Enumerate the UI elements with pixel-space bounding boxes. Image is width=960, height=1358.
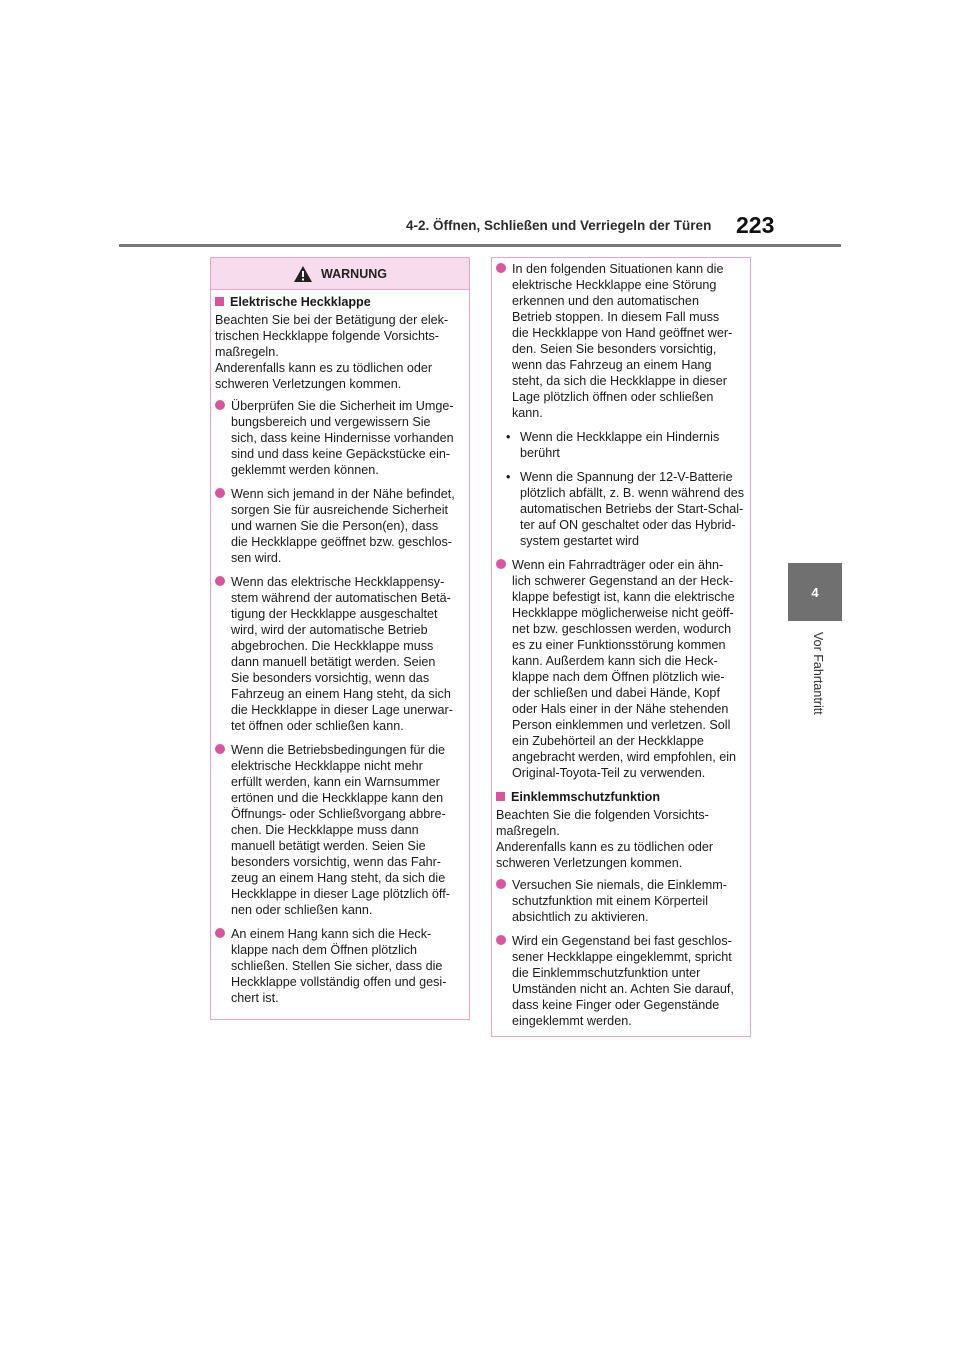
- list-item-text: Wenn ein Fahrradträger oder ein ähn- lich schwerer Gegenstand an der Heck- klappe befestigt ist, kann die elektrische Heckklappe möglicherweise nicht geöff- net bzw. geschlossen werden, wodurch es zu einer Funktionsstörung kommen kann. Außerdem kann sich die Heck- klappe nach dem Öffnen plötzlich wie- der schließen und dabei Hände, Kopf oder Hals einer in der Nähe stehenden Person einklemmen und verletzen. Soll ein Zubehörteil an der Heckklappe angebracht werden, wird empfohlen, ein Original-Toyota-Teil zu verwenden.: [512, 558, 737, 780]
- list-item-text: Wird ein Gegenstand bei fast geschlos- sener Heckklappe eingeklemmt, spricht die Einklemmschutzfunktion unter Umständen nicht an. Achten Sie darauf, dass keine Finger oder Gegenstände eingeklemmt werden.: [512, 934, 734, 1028]
- list-item-text: Wenn das elektrische Heckklappensy- stem während der automatischen Betä- tigung der Heckklappe ausgeschaltet wird, wird der automatische Betrieb abgebrochen. Die Heckklappe muss dann manuell betätigt werden. Seien Sie besonders vorsichtig, wenn das Fahrzeug an einem Hang steht, da sich die Heckklappe in dieser Lage unerwar- tet öffnen oder schließen kann.: [231, 575, 453, 733]
- dot-bullet-icon: [215, 400, 225, 410]
- dot-bullet-icon: [496, 263, 506, 273]
- intro-paragraph: Beachten Sie die folgenden Vorsichts- maßregeln. Anderenfalls kann es zu tödlichen oder schweren Verletzungen kommen.: [496, 808, 714, 870]
- section-heading: [215, 294, 463, 310]
- sub-bullet: •: [506, 430, 511, 444]
- list-item-text: Überprüfen Sie die Sicherheit im Umge- bungsbereich und vergewissern Sie sich, dass keine Hindernisse vorhanden sind und dass keine Gepäckstücke ein- geklemmt werden können.: [231, 399, 454, 477]
- sub-list-item-text: Wenn die Spannung der 12-V-Batterie plötzlich abfällt, z. B. wenn während des automatischen Betriebs der Start-Schal- ter auf ON geschaltet oder das Hybrid- system gestartet wird: [520, 470, 745, 548]
- warning-body: [211, 290, 469, 1006]
- sub-list-item-text: Wenn die Heckklappe ein Hindernis berührt: [520, 430, 720, 460]
- square-bullet-icon: [496, 792, 505, 801]
- page-number: 223: [736, 212, 775, 238]
- list-item: [496, 877, 744, 925]
- warning-triangle-icon: [293, 265, 313, 283]
- dot-bullet-icon: [215, 744, 225, 754]
- sub-bullet: •: [506, 470, 511, 484]
- dot-bullet-icon: [215, 928, 225, 938]
- dot-bullet-icon: [215, 488, 225, 498]
- list-item-text: An einem Hang kann sich die Heck- klappe nach dem Öffnen plötzlich schließen. Stellen Sie sicher, dass die Heckklappe vollständig offen und gesi- chert ist.: [231, 927, 447, 1005]
- list-item-text: Wenn sich jemand in der Nähe befindet, sorgen Sie für ausreichende Sicherheit und warnen Sie die Person(en), dass die Heckklappe geöffnet bzw. geschlos- sen wird.: [231, 487, 455, 565]
- dot-bullet-icon: [215, 576, 225, 586]
- list-item: [215, 742, 463, 918]
- heading-text: Elektrische Heckklappe: [230, 295, 371, 309]
- list-item: [496, 557, 744, 781]
- dot-bullet-icon: [496, 935, 506, 945]
- warning-label: WARNUNG: [321, 266, 387, 281]
- list-item: [215, 926, 463, 1006]
- square-bullet-icon: [215, 297, 224, 306]
- section-heading: [496, 789, 744, 805]
- section-title: 4-2. Öffnen, Schließen und Verriegeln der Türen: [406, 218, 712, 233]
- chapter-label: Vor Fahrtantritt: [811, 632, 825, 715]
- list-item: [215, 486, 463, 566]
- list-item-text: In den folgenden Situationen kann die elektrische Heckklappe eine Störung erkennen und den automatischen Betrieb stoppen. In diesem Fall muss die Heckklappe von Hand geöffnet wer- den. Seien Sie besonders vorsichtig, wenn das Fahrzeug an einem Hang steht, da sich die Heckklappe in dieser Lage plötzlich öffnen oder schließen kann.: [512, 262, 733, 420]
- list-item: [496, 261, 744, 421]
- warning-body: [492, 258, 750, 1029]
- warning-box-left: [210, 257, 470, 1020]
- list-item: [215, 574, 463, 734]
- warning-header: [211, 258, 469, 290]
- chapter-tab: 4: [788, 563, 842, 621]
- list-item-text: Versuchen Sie niemals, die Einklemm- schutzfunktion mit einem Körperteil absichtlich zu aktivieren.: [512, 878, 727, 924]
- list-item: [215, 398, 463, 478]
- list-item-text: Wenn die Betriebsbedingungen für die elektrische Heckklappe nicht mehr erfüllt werden, kann ein Warnsummer ertönen und die Heckklappe kann den Öffnungs- oder Schließvorgang abbre- chen. Die Heckklappe muss dann manuell betätigt werden. Seien Sie besonders vorsichtig, wenn das Fahr- zeug an einem Hang steht, da sich die Heckklappe in dieser Lage plötzlich öff- nen oder schließen kann.: [231, 743, 450, 917]
- dot-bullet-icon: [496, 559, 506, 569]
- list-item: [496, 933, 744, 1029]
- heading-text: Einklemmschutzfunktion: [511, 790, 661, 804]
- warning-box-right: [491, 257, 751, 1037]
- dot-bullet-icon: [496, 879, 506, 889]
- sub-list-item: [506, 469, 744, 549]
- sub-list-item: [506, 429, 744, 461]
- header-rule: [119, 244, 841, 247]
- intro-paragraph: Beachten Sie bei der Betätigung der elek- trischen Heckklappe folgende Vorsichts- maßregeln. Anderenfalls kann es zu tödlichen oder schweren Verletzungen kommen.: [215, 313, 449, 391]
